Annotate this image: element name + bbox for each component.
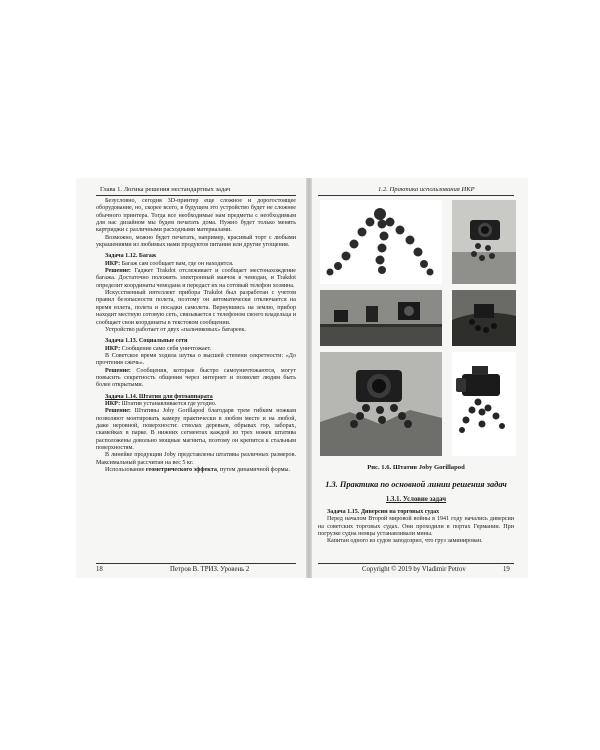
text-prefix: Использование [105, 467, 146, 474]
right-footer-text: Copyright © 2019 by Vladimir Petrov [362, 566, 466, 573]
left-header-rule [96, 195, 296, 196]
task-1-12-ikr [96, 261, 296, 268]
task-1-13-paragraph: В Советское время ходила шутка о высшей степени секретности: «До прочтения сжечь». [96, 352, 296, 367]
ikr-text: Штатив устанавливается где угодно. [120, 400, 217, 407]
intro-paragraph: Безусловно, сегодня 3D-принтер еще сложное и дорогостоящее оборудование, но, скорее всего, в будущем это устройство будет не сложнее обычного принтера. Тогда все необходимые нам предметы с необходимым для нас дизайном мы будем печатать дома. Нужно будет только менять картриджи с различными расходными материалами. [96, 198, 296, 234]
ikr-text: Сообщение само себя уничтожает. [120, 345, 212, 352]
task-1-14-paragraph: В линейке продукции Joby представлены штативы различных размеров. Максимальный рассчитан на вес 5 кг. [96, 452, 296, 466]
left-page-number: 18 [96, 566, 103, 573]
ikr-label: ИКР: [105, 400, 121, 407]
ikr-label: ИКР: [105, 260, 121, 267]
right-page-number: 19 [503, 566, 510, 573]
right-footer-rule [318, 563, 514, 564]
ikr-text: Багаж сам сообщает вам, где он находится. [120, 260, 234, 267]
solution-text: Сообщения, которые быстро самоуничтожаются, могут повысить секретность общения через интернет и позволят людям быть более открытыми. [96, 367, 296, 389]
task-1-14-title: Задача 1.14. Штатив для фотоаппарата [105, 393, 213, 400]
ikr-label: ИКР: [105, 345, 121, 352]
photo-tripods-fence [320, 290, 442, 346]
subsection-heading: 1.3.1. Условие задач [385, 496, 447, 503]
task-1-12-solution [96, 268, 296, 290]
solution-label: Решение: [105, 408, 131, 415]
figure-caption: Рис. 1.6. Штатив Joby Gorillapod [367, 464, 465, 471]
photo-tripod-plain [320, 200, 442, 284]
solution-text: Штативы Joby Gorillapod благодаря трем гибким ножкам позволяют монтировать камеру практически в любом месте и на любой, даже неровной, поверхности: стволах деревьев, обрывах гор, заборах, скамейках в парке. В нижних сегментах каждой из трех ножек штатива расположены довольно мощные магниты, поэтому он крепится к стальным поверхностям. [96, 408, 296, 451]
task-1-13-solution [96, 368, 296, 390]
photo-camcorder [452, 352, 516, 456]
photo-camera-rocks [320, 352, 442, 456]
task-1-12-paragraph: Устройство работает от двух «пальчиковых» батареек. [105, 326, 246, 333]
right-header-rule [318, 195, 514, 196]
task-1-14-paragraph [96, 467, 296, 474]
photo-camera-tree [452, 200, 516, 284]
intro-paragraph: Возможно, можно будет печатать, например, красивый торт с любыми украшениями из любимых нами продуктов питания или другие угощения. [96, 234, 296, 249]
task-1-13-ikr [96, 346, 296, 353]
right-page-body [318, 509, 514, 546]
task-1-13-title: Задача 1.13. Социальные сети [105, 338, 188, 345]
text-suffix: , путем динамичной формы. [216, 467, 291, 474]
bold-term: геометрического эффекта [145, 467, 217, 474]
solution-label: Решение: [105, 367, 131, 374]
task-1-14-solution [96, 408, 296, 452]
task-1-12-title: Задача 1.12. Багаж [105, 253, 157, 260]
photo-car-mount [452, 290, 516, 346]
section-heading: 1.3. Практика по основной линии решения задач [325, 480, 507, 489]
left-running-head: Глава 1. Логика решения нестандартных задач [100, 186, 231, 193]
left-footer-rule [96, 563, 296, 564]
book-gutter [306, 178, 312, 578]
task-1-15-paragraph: Перед началом Второй мировой войны в 1941 году начались диверсии на советских торговых судах. Они проходили в портах Германии. При погрузке судна немцы устанавливали мины. [318, 516, 514, 538]
solution-text: Гаджет Trakdot отслеживает и сообщает местонахождение багажа. Достаточно положить электронный маячок в чемодан, и Trakdot определит координаты чемодана и передаст их на сотовый телефон хозяина. [96, 268, 296, 289]
left-page-body [96, 198, 296, 474]
task-1-12-paragraph: Искусственный интеллект прибора Trakdot был разработан с учетом правил безопасности полета, поэтому он автоматически отключается на время взлета, полета и посадки самолета. Вернувшись на землю, прибор находит местную сотовую сеть, связывается с телефоном своего владельца и сообщает свои координаты в текстовом сообщении. [96, 290, 296, 326]
right-running-head: 1.2. Практика использования ИКР [378, 186, 475, 193]
left-footer-text: Петров В. ТРИЗ. Уровень 2 [170, 566, 250, 573]
task-1-15-title: Задача 1.15. Диверсии на торговых судах [327, 509, 440, 515]
solution-label: Решение: [105, 268, 131, 275]
task-1-15-paragraph: Капитан одного из судов заподозрил, что груз заминирован. [327, 538, 483, 545]
